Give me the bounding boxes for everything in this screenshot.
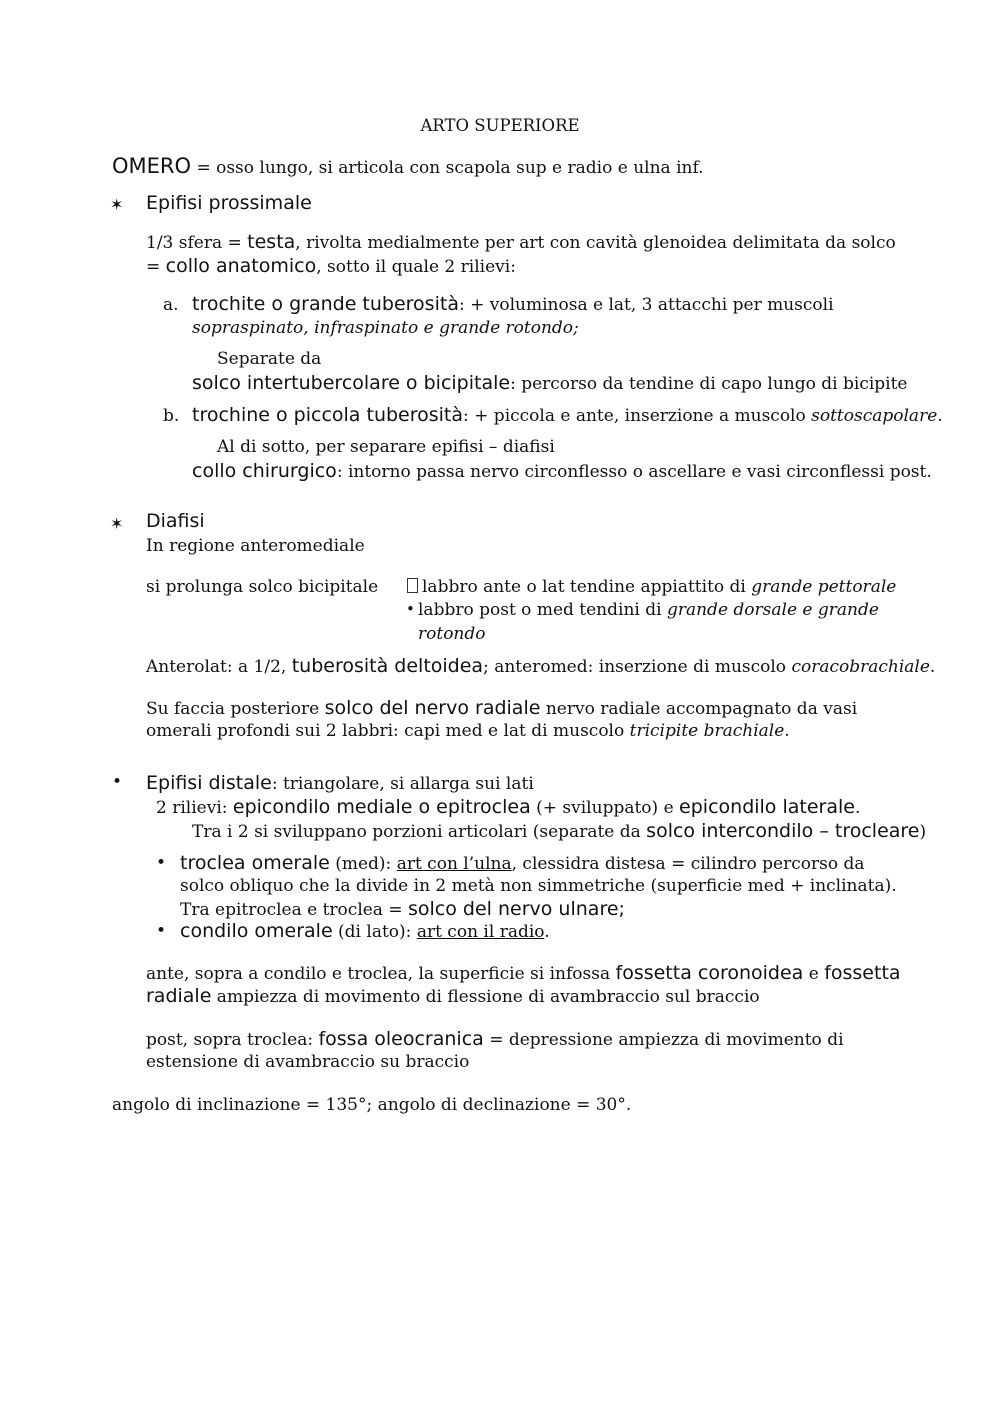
prolunga-line: si prolunga solco bicipitale — [146, 577, 379, 597]
italic-tricipite: tricipite brachiale — [629, 721, 785, 741]
bullet-icon: • — [112, 772, 123, 792]
text-span: (+ sviluppato) e — [530, 798, 680, 818]
bullet-icon: • — [156, 853, 167, 873]
title-text: ARTO SUPERIORE — [420, 116, 580, 135]
term-solco-nervo-radiale: solco del nervo radiale — [324, 697, 541, 719]
omero-text: = osso lungo, si articola con scapola sup e radio e ulna inf. — [191, 158, 704, 178]
text-span: : intorno passa nervo circonflesso o ascellare e vasi circonflessi post. — [336, 462, 932, 482]
omero-term: OMERO — [112, 154, 192, 178]
prossimale-line2 — [146, 255, 516, 277]
page-title — [0, 116, 1000, 135]
ante-line2 — [146, 985, 760, 1007]
text-span: . — [854, 798, 861, 818]
anterolat-line — [146, 655, 935, 677]
ante-line1 — [146, 962, 901, 984]
list-marker-b: b. — [163, 406, 180, 426]
bullet-icon: • — [406, 600, 415, 618]
underlined-art-radio: art con il radio — [416, 922, 545, 942]
term-trochite: trochite o grande tuberosità — [192, 293, 459, 315]
item-a-italic: sopraspinato, infraspinato e grande rotondo; — [192, 318, 579, 338]
distale-heading-line — [146, 772, 534, 794]
omero-line — [112, 154, 704, 178]
italic-coracobrachiale: coracobrachiale — [791, 657, 930, 677]
text-span: ante, sopra a condilo e troclea, la superficie si infossa — [146, 964, 616, 984]
section-heading-diafisi: Diafisi — [146, 510, 205, 532]
text-span: ampiezza di movimento di flessione di avambraccio sul braccio — [211, 987, 760, 1007]
text-span: : + piccola e ante, inserzione a muscolo — [463, 406, 812, 426]
term-epicondilo-laterale: epicondilo laterale — [679, 796, 855, 818]
section-heading-prossimale: Epifisi prossimale — [146, 192, 312, 214]
labbro2-line — [418, 600, 879, 620]
rilievi-line — [156, 796, 860, 818]
troclea-line2: solco obliquo che la divide in 2 metà non simmetriche (superficie med + inclinata). — [180, 876, 897, 896]
angolo-line: angolo di inclinazione = 135°; angolo di declinazione = 30°. — [112, 1095, 632, 1115]
term-collo-anatomico: collo anatomico — [165, 255, 317, 277]
troclea-line3 — [180, 898, 625, 920]
item-b-line — [192, 404, 943, 426]
term-tuberosita-deltoidea: tuberosità deltoidea — [291, 655, 484, 677]
italic-grande-dorsale: grande dorsale e grande — [666, 600, 879, 620]
text-span: : + voluminosa e lat, 3 attacchi per muscoli — [458, 295, 834, 315]
text-span: 2 rilievi: — [156, 798, 233, 818]
tra-line — [192, 820, 926, 842]
collo-chirurgico-line — [192, 460, 932, 482]
regione-line: In regione anteromediale — [146, 536, 365, 556]
text-span: ; anteromed: inserzione di muscolo — [483, 657, 792, 677]
text-span: nervo radiale accompagnato da vasi — [540, 699, 858, 719]
prossimale-line1 — [146, 231, 896, 253]
term-trochine: trochine o piccola tuberosità — [192, 404, 464, 426]
troclea-line1 — [180, 852, 864, 874]
star-bullet-icon: ✶ — [110, 514, 124, 533]
text-span: ) — [919, 822, 927, 842]
text-span: : triangolare, si allarga sui lati — [271, 774, 534, 794]
solco-bicipitale-line — [192, 372, 908, 394]
term-solco-intercondilo: solco intercondilo – trocleare — [646, 820, 920, 842]
term-radiale: radiale — [146, 985, 212, 1007]
term-epicondilo-mediale: epicondilo mediale o epitroclea — [232, 796, 531, 818]
italic-grande-pettorale: grande pettorale — [751, 577, 897, 597]
term-collo-chirurgico: collo chirurgico — [192, 460, 337, 482]
post-line2: estensione di avambraccio su braccio — [146, 1052, 470, 1072]
term-fossa-oleocranica: fossa oleocranica — [318, 1028, 484, 1050]
text-span: , sotto il quale 2 rilievi: — [316, 257, 516, 277]
text-span: . — [784, 721, 790, 741]
term-solco-nervo-ulnare: solco del nervo ulnare; — [408, 898, 625, 920]
faccia-posteriore-line2 — [146, 721, 790, 741]
text-span: 1/3 sfera = — [146, 233, 248, 253]
post-line1 — [146, 1028, 844, 1050]
bullet-icon: • — [156, 921, 167, 941]
term-condilo-omerale: condilo omerale — [180, 920, 333, 942]
text-span: Su faccia posteriore — [146, 699, 325, 719]
text-span: . — [937, 406, 943, 426]
text-span: e — [803, 964, 825, 984]
al-di-sotto: Al di sotto, per separare epifisi – diafisi — [217, 437, 555, 457]
section-heading-distale: Epifisi distale — [146, 772, 272, 794]
text-span: omerali profondi sui 2 labbri: capi med e lat di muscolo — [146, 721, 630, 741]
checkbox-glyph-icon — [407, 578, 418, 593]
text-span: . — [929, 657, 936, 677]
list-marker-a: a. — [163, 295, 179, 315]
text-span: (med): — [329, 854, 397, 874]
text-span: Anterolat: a 1/2, — [146, 657, 292, 677]
separate-da: Separate da — [217, 349, 322, 369]
term-testa: testa — [247, 231, 296, 253]
text-span: , clessidra distesa = cilindro percorso da — [511, 854, 865, 874]
text-span: Tra i 2 si sviluppano porzioni articolari (separate da — [192, 822, 647, 842]
text-span: : percorso da tendine di capo lungo di bicipite — [510, 374, 908, 394]
star-bullet-icon: ✶ — [110, 195, 124, 214]
faccia-posteriore-line — [146, 697, 857, 719]
text-span: labbro post o med tendini di — [418, 600, 667, 620]
text-span: , rivolta medialmente per art con cavità glenoidea delimitata da solco — [295, 233, 896, 253]
italic-sottoscapolare: sottoscapolare — [811, 406, 938, 426]
labbro2-line2: rotondo — [418, 624, 486, 644]
text-span: Tra epitroclea e troclea = — [180, 900, 408, 920]
text-span: . — [544, 922, 550, 942]
term-fossetta-coronoidea: fossetta coronoidea — [615, 962, 804, 984]
underlined-art-ulna: art con l’ulna — [396, 854, 512, 874]
text-span: = depressione ampiezza di movimento di — [483, 1030, 844, 1050]
text-span: (di lato): — [332, 922, 417, 942]
item-a-line1 — [192, 293, 834, 315]
term-solco-intertubercolare: solco intertubercolare o bicipitale — [192, 372, 511, 394]
term-fossetta: fossetta — [824, 962, 901, 984]
term-troclea-omerale: troclea omerale — [180, 852, 330, 874]
labbro1-line — [422, 577, 896, 597]
text-span: post, sopra troclea: — [146, 1030, 319, 1050]
text-span: labbro ante o lat tendine appiattito di — [422, 577, 752, 597]
condilo-line — [180, 920, 550, 942]
text-span: = — [146, 257, 166, 277]
